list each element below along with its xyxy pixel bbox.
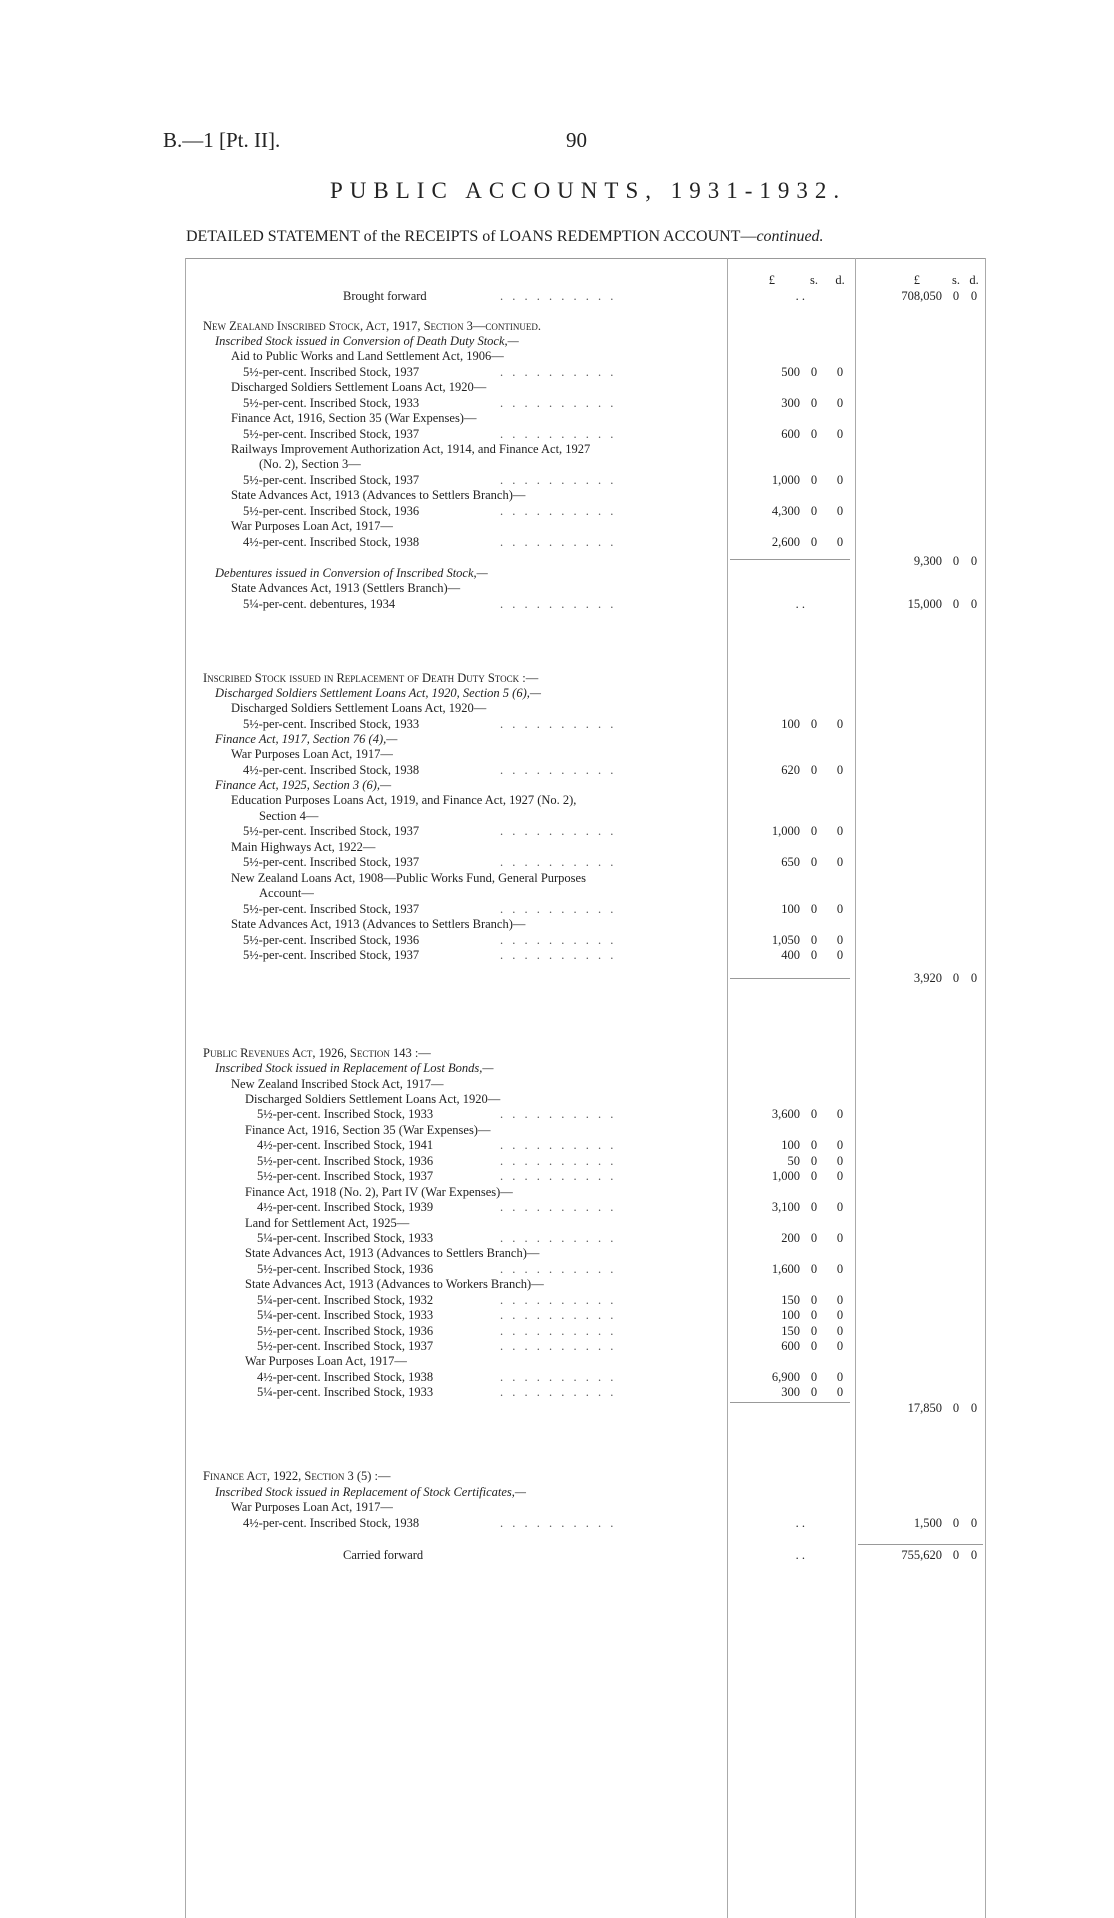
row-description: Brought forward bbox=[343, 289, 427, 303]
table-row bbox=[0, 823, 1114, 839]
row-description: Finance Act, 1917, Section 76 (4),— bbox=[215, 732, 398, 746]
table-row bbox=[0, 503, 1114, 519]
amount-shillings: 0 bbox=[810, 902, 818, 916]
leader-dots: . . . . . . . . . . bbox=[500, 717, 617, 731]
amount-pounds: 620 bbox=[781, 763, 800, 777]
table-row bbox=[0, 1261, 1114, 1277]
table-row bbox=[0, 364, 1114, 380]
amount-pence: 0 bbox=[836, 535, 844, 549]
table-row bbox=[0, 1338, 1114, 1354]
subtotal-rule-1 bbox=[730, 559, 850, 560]
empty-amount-dots: . . bbox=[795, 1516, 805, 1530]
amount-pounds: 150 bbox=[781, 1293, 800, 1307]
amount-pence: 0 bbox=[836, 1107, 844, 1121]
amount-pence: 0 bbox=[836, 1200, 844, 1214]
row-description: 4½-per-cent. Inscribed Stock, 1941 bbox=[257, 1138, 434, 1152]
row-description: 5¼-per-cent. Inscribed Stock, 1933 bbox=[257, 1385, 434, 1399]
amount-pounds: 1,000 bbox=[771, 1169, 800, 1183]
empty-amount-dots: . . bbox=[795, 1548, 805, 1562]
table-row bbox=[0, 839, 1114, 855]
amount-shillings: 0 bbox=[810, 717, 818, 731]
amount-pounds: 650 bbox=[781, 855, 800, 869]
amount-pounds: 4,300 bbox=[771, 504, 800, 518]
table-row bbox=[0, 1215, 1114, 1231]
document-reference: B.—1 [Pt. II]. bbox=[163, 128, 281, 152]
amount-shillings: 0 bbox=[810, 504, 818, 518]
amount-shillings: 0 bbox=[810, 1308, 818, 1322]
subtotal-rule-2 bbox=[730, 978, 850, 979]
table-row bbox=[0, 1106, 1114, 1122]
amount-pence: 0 bbox=[836, 365, 844, 379]
column-header-pence-total: d. bbox=[969, 273, 979, 287]
leader-dots: . . . . . . . . . . bbox=[500, 902, 617, 916]
amount-shillings: 0 bbox=[810, 396, 818, 410]
amount-pence: 0 bbox=[836, 473, 844, 487]
total-pounds: 755,620 bbox=[901, 1548, 942, 1562]
subtotal-rule-3 bbox=[730, 1402, 850, 1403]
row-description: 5½-per-cent. Inscribed Stock, 1936 bbox=[243, 933, 420, 947]
row-description: Land for Settlement Act, 1925— bbox=[245, 1216, 410, 1230]
table-row bbox=[0, 670, 1114, 686]
amount-pence: 0 bbox=[836, 933, 844, 947]
table-row bbox=[0, 518, 1114, 534]
row-description: New Zealand Inscribed Stock, Act, 1917, Section 3—continued. bbox=[203, 319, 542, 333]
column-header-pence: d. bbox=[835, 273, 845, 287]
row-description: State Advances Act, 1913 (Advances to Workers Branch)— bbox=[245, 1277, 544, 1291]
amount-pence: 0 bbox=[836, 1370, 844, 1384]
amount-pence: 0 bbox=[836, 1154, 844, 1168]
amount-pence: 0 bbox=[836, 1324, 844, 1338]
amount-pounds: 3,100 bbox=[771, 1200, 800, 1214]
empty-amount-dots: . . bbox=[795, 289, 805, 303]
amount-pence: 0 bbox=[836, 1293, 844, 1307]
amount-shillings: 0 bbox=[810, 1138, 818, 1152]
table-row bbox=[0, 970, 1114, 986]
row-description: Finance Act, 1916, Section 35 (War Expenses)— bbox=[245, 1123, 491, 1137]
row-description: New Zealand Inscribed Stock Act, 1917— bbox=[231, 1077, 444, 1091]
table-row bbox=[0, 1400, 1114, 1416]
table-row bbox=[0, 395, 1114, 411]
table-row bbox=[0, 1045, 1114, 1061]
amount-pounds: 2,600 bbox=[771, 535, 800, 549]
leader-dots: . . . . . . . . . . bbox=[500, 1324, 617, 1338]
table-row bbox=[0, 1060, 1114, 1076]
table-row bbox=[0, 1323, 1114, 1339]
amount-shillings: 0 bbox=[810, 1385, 818, 1399]
row-description: 4½-per-cent. Inscribed Stock, 1938 bbox=[243, 535, 420, 549]
leader-dots: . . . . . . . . . . bbox=[500, 1339, 617, 1353]
total-rule bbox=[858, 1544, 983, 1545]
total-pence: 0 bbox=[970, 1401, 978, 1415]
leader-dots: . . . . . . . . . . bbox=[500, 1200, 617, 1214]
amount-pounds: 100 bbox=[781, 1308, 800, 1322]
row-description: War Purposes Loan Act, 1917— bbox=[231, 1500, 393, 1514]
amount-pence: 0 bbox=[836, 1169, 844, 1183]
leader-dots: . . . . . . . . . . bbox=[500, 1231, 617, 1245]
subtitle-continued: continued. bbox=[756, 228, 824, 245]
page-number: 90 bbox=[566, 128, 587, 152]
table-top-rule bbox=[185, 258, 985, 259]
amount-shillings: 0 bbox=[810, 1293, 818, 1307]
table-row bbox=[0, 1307, 1114, 1323]
row-description: Finance Act, 1916, Section 35 (War Expenses)— bbox=[231, 411, 477, 425]
total-pence: 0 bbox=[970, 971, 978, 985]
table-row bbox=[0, 456, 1114, 472]
leader-dots: . . . . . . . . . . bbox=[500, 763, 617, 777]
table-row bbox=[0, 1137, 1114, 1153]
table-row bbox=[0, 410, 1114, 426]
leader-dots: . . . . . . . . . . bbox=[500, 1154, 617, 1168]
row-description: Discharged Soldiers Settlement Loans Act, 1920— bbox=[231, 380, 487, 394]
row-description: 4½-per-cent. Inscribed Stock, 1939 bbox=[257, 1200, 434, 1214]
total-pounds: 9,300 bbox=[913, 554, 942, 568]
table-row bbox=[0, 932, 1114, 948]
amount-shillings: 0 bbox=[810, 855, 818, 869]
row-description: 5¼-per-cent. debentures, 1934 bbox=[243, 597, 396, 611]
row-description: Inscribed Stock issued in Replacement of Lost Bonds,— bbox=[215, 1061, 494, 1075]
amount-shillings: 0 bbox=[810, 1324, 818, 1338]
table-row bbox=[0, 1384, 1114, 1400]
amount-pence: 0 bbox=[836, 1385, 844, 1399]
leader-dots: . . . . . . . . . . bbox=[500, 1293, 617, 1307]
row-description: 5½-per-cent. Inscribed Stock, 1937 bbox=[243, 427, 420, 441]
leader-dots: . . . . . . . . . . bbox=[500, 365, 617, 379]
table-row bbox=[0, 1484, 1114, 1500]
row-description: Carried forward bbox=[343, 1548, 424, 1562]
leader-dots: . . . . . . . . . . bbox=[500, 1169, 617, 1183]
row-description: Public Revenues Act, 1926, Section 143 :— bbox=[203, 1046, 431, 1060]
amount-pence: 0 bbox=[836, 1308, 844, 1322]
amount-shillings: 0 bbox=[810, 1231, 818, 1245]
row-description: 4½-per-cent. Inscribed Stock, 1938 bbox=[243, 763, 420, 777]
amount-pounds: 1,000 bbox=[771, 473, 800, 487]
total-pence: 0 bbox=[970, 597, 978, 611]
amount-pence: 0 bbox=[836, 763, 844, 777]
row-description: 5½-per-cent. Inscribed Stock, 1937 bbox=[243, 855, 420, 869]
amount-pounds: 600 bbox=[781, 427, 800, 441]
table-row bbox=[0, 426, 1114, 442]
table-row bbox=[0, 333, 1114, 349]
amount-pence: 0 bbox=[836, 1231, 844, 1245]
table-row bbox=[0, 1153, 1114, 1169]
total-shillings: 0 bbox=[952, 1548, 960, 1562]
amount-pounds: 600 bbox=[781, 1339, 800, 1353]
table-row bbox=[0, 947, 1114, 963]
table-row bbox=[0, 870, 1114, 886]
table-row bbox=[0, 1076, 1114, 1092]
amount-shillings: 0 bbox=[810, 933, 818, 947]
row-description: State Advances Act, 1913 (Advances to Settlers Branch)— bbox=[245, 1246, 540, 1260]
column-header-shillings-total: s. bbox=[952, 273, 960, 287]
row-description: Inscribed Stock issued in Conversion of Death Duty Stock,— bbox=[215, 334, 519, 348]
amount-pence: 0 bbox=[836, 1138, 844, 1152]
page-subtitle bbox=[186, 228, 824, 246]
amount-pence: 0 bbox=[836, 717, 844, 731]
amount-shillings: 0 bbox=[810, 535, 818, 549]
row-description: Account— bbox=[259, 886, 314, 900]
page-title: PUBLIC ACCOUNTS, 1931-1932. bbox=[330, 178, 847, 203]
row-description: 4½-per-cent. Inscribed Stock, 1938 bbox=[257, 1370, 434, 1384]
amount-pence: 0 bbox=[836, 855, 844, 869]
amount-shillings: 0 bbox=[810, 1154, 818, 1168]
leader-dots: . . . . . . . . . . bbox=[500, 1385, 617, 1399]
amount-shillings: 0 bbox=[810, 763, 818, 777]
table-row bbox=[0, 1199, 1114, 1215]
row-description: State Advances Act, 1913 (Settlers Branch)— bbox=[231, 581, 461, 595]
table-row bbox=[0, 565, 1114, 581]
amount-pence: 0 bbox=[836, 948, 844, 962]
leader-dots: . . . . . . . . . . bbox=[500, 948, 617, 962]
total-pounds: 3,920 bbox=[913, 971, 942, 985]
amount-pence: 0 bbox=[836, 1339, 844, 1353]
amount-shillings: 0 bbox=[810, 1370, 818, 1384]
amount-pence: 0 bbox=[836, 1262, 844, 1276]
leader-dots: . . . . . . . . . . bbox=[500, 1262, 617, 1276]
table-row bbox=[0, 1547, 1114, 1563]
row-description: 5½-per-cent. Inscribed Stock, 1937 bbox=[243, 824, 420, 838]
amount-pounds: 200 bbox=[781, 1231, 800, 1245]
table-row bbox=[0, 348, 1114, 364]
row-description: 5½-per-cent. Inscribed Stock, 1937 bbox=[243, 365, 420, 379]
row-description: Finance Act, 1918 (No. 2), Part IV (War Expenses)— bbox=[245, 1185, 513, 1199]
table-row bbox=[0, 1353, 1114, 1369]
table-row bbox=[0, 487, 1114, 503]
amount-shillings: 0 bbox=[810, 1107, 818, 1121]
row-description: 5¼-per-cent. Inscribed Stock, 1933 bbox=[257, 1308, 434, 1322]
total-pounds: 708,050 bbox=[901, 289, 942, 303]
amount-shillings: 0 bbox=[810, 1200, 818, 1214]
table-row bbox=[0, 318, 1114, 334]
amount-shillings: 0 bbox=[810, 1262, 818, 1276]
row-description: Inscribed Stock issued in Replacement of Stock Certificates,— bbox=[215, 1485, 527, 1499]
amount-pounds: 100 bbox=[781, 1138, 800, 1152]
row-description: 5½-per-cent. Inscribed Stock, 1937 bbox=[243, 473, 420, 487]
table-row bbox=[0, 596, 1114, 612]
amount-shillings: 0 bbox=[810, 473, 818, 487]
row-description: Main Highways Act, 1922— bbox=[231, 840, 376, 854]
total-pounds: 1,500 bbox=[913, 1516, 942, 1530]
leader-dots: . . . . . . . . . . bbox=[500, 1308, 617, 1322]
table-row bbox=[0, 916, 1114, 932]
subtitle-main: DETAILED STATEMENT of the RECEIPTS of LOANS REDEMPTION ACCOUNT— bbox=[186, 228, 757, 245]
total-shillings: 0 bbox=[952, 597, 960, 611]
row-description: State Advances Act, 1913 (Advances to Settlers Branch)— bbox=[231, 917, 526, 931]
row-description: Discharged Soldiers Settlement Loans Act, 1920— bbox=[231, 701, 487, 715]
leader-dots: . . . . . . . . . . bbox=[500, 855, 617, 869]
column-header-pound: £ bbox=[768, 273, 775, 287]
row-description: Discharged Soldiers Settlement Loans Act, 1920, Section 5 (6),— bbox=[215, 686, 542, 700]
leader-dots: . . . . . . . . . . bbox=[500, 824, 617, 838]
table-row bbox=[0, 1091, 1114, 1107]
table-row bbox=[0, 792, 1114, 808]
amount-pounds: 1,000 bbox=[771, 824, 800, 838]
table-row bbox=[0, 1230, 1114, 1246]
row-description: War Purposes Loan Act, 1917— bbox=[231, 519, 393, 533]
column-header-pound-total: £ bbox=[913, 273, 920, 287]
leader-dots: . . . . . . . . . . bbox=[500, 473, 617, 487]
table-row bbox=[0, 379, 1114, 395]
row-description: Railways Improvement Authorization Act, 1914, and Finance Act, 1927 bbox=[231, 442, 591, 456]
row-description: Aid to Public Works and Land Settlement Act, 1906— bbox=[231, 349, 504, 363]
amount-pounds: 1,600 bbox=[771, 1262, 800, 1276]
table-row bbox=[0, 1468, 1114, 1484]
table-row bbox=[0, 534, 1114, 550]
row-description: Education Purposes Loans Act, 1919, and Finance Act, 1927 (No. 2), bbox=[231, 793, 577, 807]
total-shillings: 0 bbox=[952, 1516, 960, 1530]
table-row bbox=[0, 901, 1114, 917]
table-row bbox=[0, 1276, 1114, 1292]
total-pence: 0 bbox=[970, 1548, 978, 1562]
total-pounds: 15,000 bbox=[907, 597, 942, 611]
leader-dots: . . . . . . . . . . bbox=[500, 597, 617, 611]
amount-shillings: 0 bbox=[810, 365, 818, 379]
row-description: 4½-per-cent. Inscribed Stock, 1938 bbox=[243, 1516, 420, 1530]
table-row bbox=[0, 441, 1114, 457]
table-row bbox=[0, 777, 1114, 793]
table-row bbox=[0, 1168, 1114, 1184]
row-description: War Purposes Loan Act, 1917— bbox=[231, 747, 393, 761]
total-shillings: 0 bbox=[952, 554, 960, 568]
row-description: War Purposes Loan Act, 1917— bbox=[245, 1354, 407, 1368]
leader-dots: . . . . . . . . . . bbox=[500, 1370, 617, 1384]
table-row bbox=[0, 716, 1114, 732]
row-description: 5¼-per-cent. Inscribed Stock, 1932 bbox=[257, 1293, 434, 1307]
row-description: New Zealand Loans Act, 1908—Public Works Fund, General Purposes bbox=[231, 871, 586, 885]
table-row bbox=[0, 854, 1114, 870]
table-row bbox=[0, 1499, 1114, 1515]
amount-pounds: 150 bbox=[781, 1324, 800, 1338]
total-shillings: 0 bbox=[952, 289, 960, 303]
table-row bbox=[0, 1515, 1114, 1531]
leader-dots: . . . . . . . . . . bbox=[500, 1138, 617, 1152]
table-row bbox=[0, 731, 1114, 747]
row-description: State Advances Act, 1913 (Advances to Settlers Branch)— bbox=[231, 488, 526, 502]
row-description: 5½-per-cent. Inscribed Stock, 1933 bbox=[257, 1107, 434, 1121]
amount-pounds: 300 bbox=[781, 1385, 800, 1399]
table-row bbox=[0, 288, 1114, 304]
leader-dots: . . . . . . . . . . bbox=[500, 933, 617, 947]
row-description: 5½-per-cent. Inscribed Stock, 1933 bbox=[243, 717, 420, 731]
amount-shillings: 0 bbox=[810, 824, 818, 838]
table-row bbox=[0, 762, 1114, 778]
amount-pence: 0 bbox=[836, 504, 844, 518]
row-description: 5½-per-cent. Inscribed Stock, 1936 bbox=[257, 1262, 434, 1276]
row-description: 5½-per-cent. Inscribed Stock, 1933 bbox=[243, 396, 420, 410]
total-shillings: 0 bbox=[952, 1401, 960, 1415]
leader-dots: . . . . . . . . . . bbox=[500, 427, 617, 441]
table-row bbox=[0, 808, 1114, 824]
amount-shillings: 0 bbox=[810, 427, 818, 441]
row-description: 5½-per-cent. Inscribed Stock, 1937 bbox=[257, 1339, 434, 1353]
amount-pounds: 100 bbox=[781, 717, 800, 731]
table-row bbox=[0, 1292, 1114, 1308]
row-description: (No. 2), Section 3— bbox=[259, 457, 361, 471]
amount-pounds: 50 bbox=[787, 1154, 800, 1168]
row-description: 5½-per-cent. Inscribed Stock, 1936 bbox=[257, 1324, 434, 1338]
row-description: 5½-per-cent. Inscribed Stock, 1937 bbox=[257, 1169, 434, 1183]
leader-dots: . . . . . . . . . . bbox=[500, 289, 617, 303]
total-pence: 0 bbox=[970, 289, 978, 303]
table-row bbox=[0, 1184, 1114, 1200]
leader-dots: . . . . . . . . . . bbox=[500, 1107, 617, 1121]
table-row bbox=[0, 885, 1114, 901]
amount-pounds: 3,600 bbox=[771, 1107, 800, 1121]
table-row bbox=[0, 580, 1114, 596]
amount-pounds: 500 bbox=[781, 365, 800, 379]
amount-pounds: 1,050 bbox=[771, 933, 800, 947]
column-header-shillings: s. bbox=[810, 273, 818, 287]
amount-pounds: 300 bbox=[781, 396, 800, 410]
leader-dots: . . . . . . . . . . bbox=[500, 535, 617, 549]
amount-shillings: 0 bbox=[810, 1339, 818, 1353]
row-description: Section 4— bbox=[259, 809, 319, 823]
total-pounds: 17,850 bbox=[907, 1401, 942, 1415]
row-description: Inscribed Stock issued in Replacement of Death Duty Stock :— bbox=[203, 671, 539, 685]
leader-dots: . . . . . . . . . . bbox=[500, 1516, 617, 1530]
table-row bbox=[0, 1369, 1114, 1385]
table-row bbox=[0, 472, 1114, 488]
total-pence: 0 bbox=[970, 1516, 978, 1530]
amount-pounds: 6,900 bbox=[771, 1370, 800, 1384]
row-description: 5¼-per-cent. Inscribed Stock, 1933 bbox=[257, 1231, 434, 1245]
leader-dots: . . . . . . . . . . bbox=[500, 504, 617, 518]
amount-shillings: 0 bbox=[810, 948, 818, 962]
row-description: Finance Act, 1922, Section 3 (5) :— bbox=[203, 1469, 391, 1483]
row-description: 5½-per-cent. Inscribed Stock, 1936 bbox=[243, 504, 420, 518]
row-description: Debentures issued in Conversion of Inscribed Stock,— bbox=[215, 566, 488, 580]
row-description: 5½-per-cent. Inscribed Stock, 1937 bbox=[243, 902, 420, 916]
row-description: Finance Act, 1925, Section 3 (6),— bbox=[215, 778, 392, 792]
amount-pounds: 400 bbox=[781, 948, 800, 962]
row-description: 5½-per-cent. Inscribed Stock, 1936 bbox=[257, 1154, 434, 1168]
table-row bbox=[0, 746, 1114, 762]
row-description: Discharged Soldiers Settlement Loans Act, 1920— bbox=[245, 1092, 501, 1106]
table-row bbox=[0, 1245, 1114, 1261]
amount-pounds: 100 bbox=[781, 902, 800, 916]
empty-amount-dots: . . bbox=[795, 597, 805, 611]
table-row bbox=[0, 700, 1114, 716]
total-pence: 0 bbox=[970, 554, 978, 568]
amount-pence: 0 bbox=[836, 902, 844, 916]
amount-pence: 0 bbox=[836, 824, 844, 838]
row-description: 5½-per-cent. Inscribed Stock, 1937 bbox=[243, 948, 420, 962]
amount-pence: 0 bbox=[836, 427, 844, 441]
leader-dots: . . . . . . . . . . bbox=[500, 396, 617, 410]
total-shillings: 0 bbox=[952, 971, 960, 985]
table-row bbox=[0, 1122, 1114, 1138]
amount-pence: 0 bbox=[836, 396, 844, 410]
amount-shillings: 0 bbox=[810, 1169, 818, 1183]
table-row bbox=[0, 685, 1114, 701]
